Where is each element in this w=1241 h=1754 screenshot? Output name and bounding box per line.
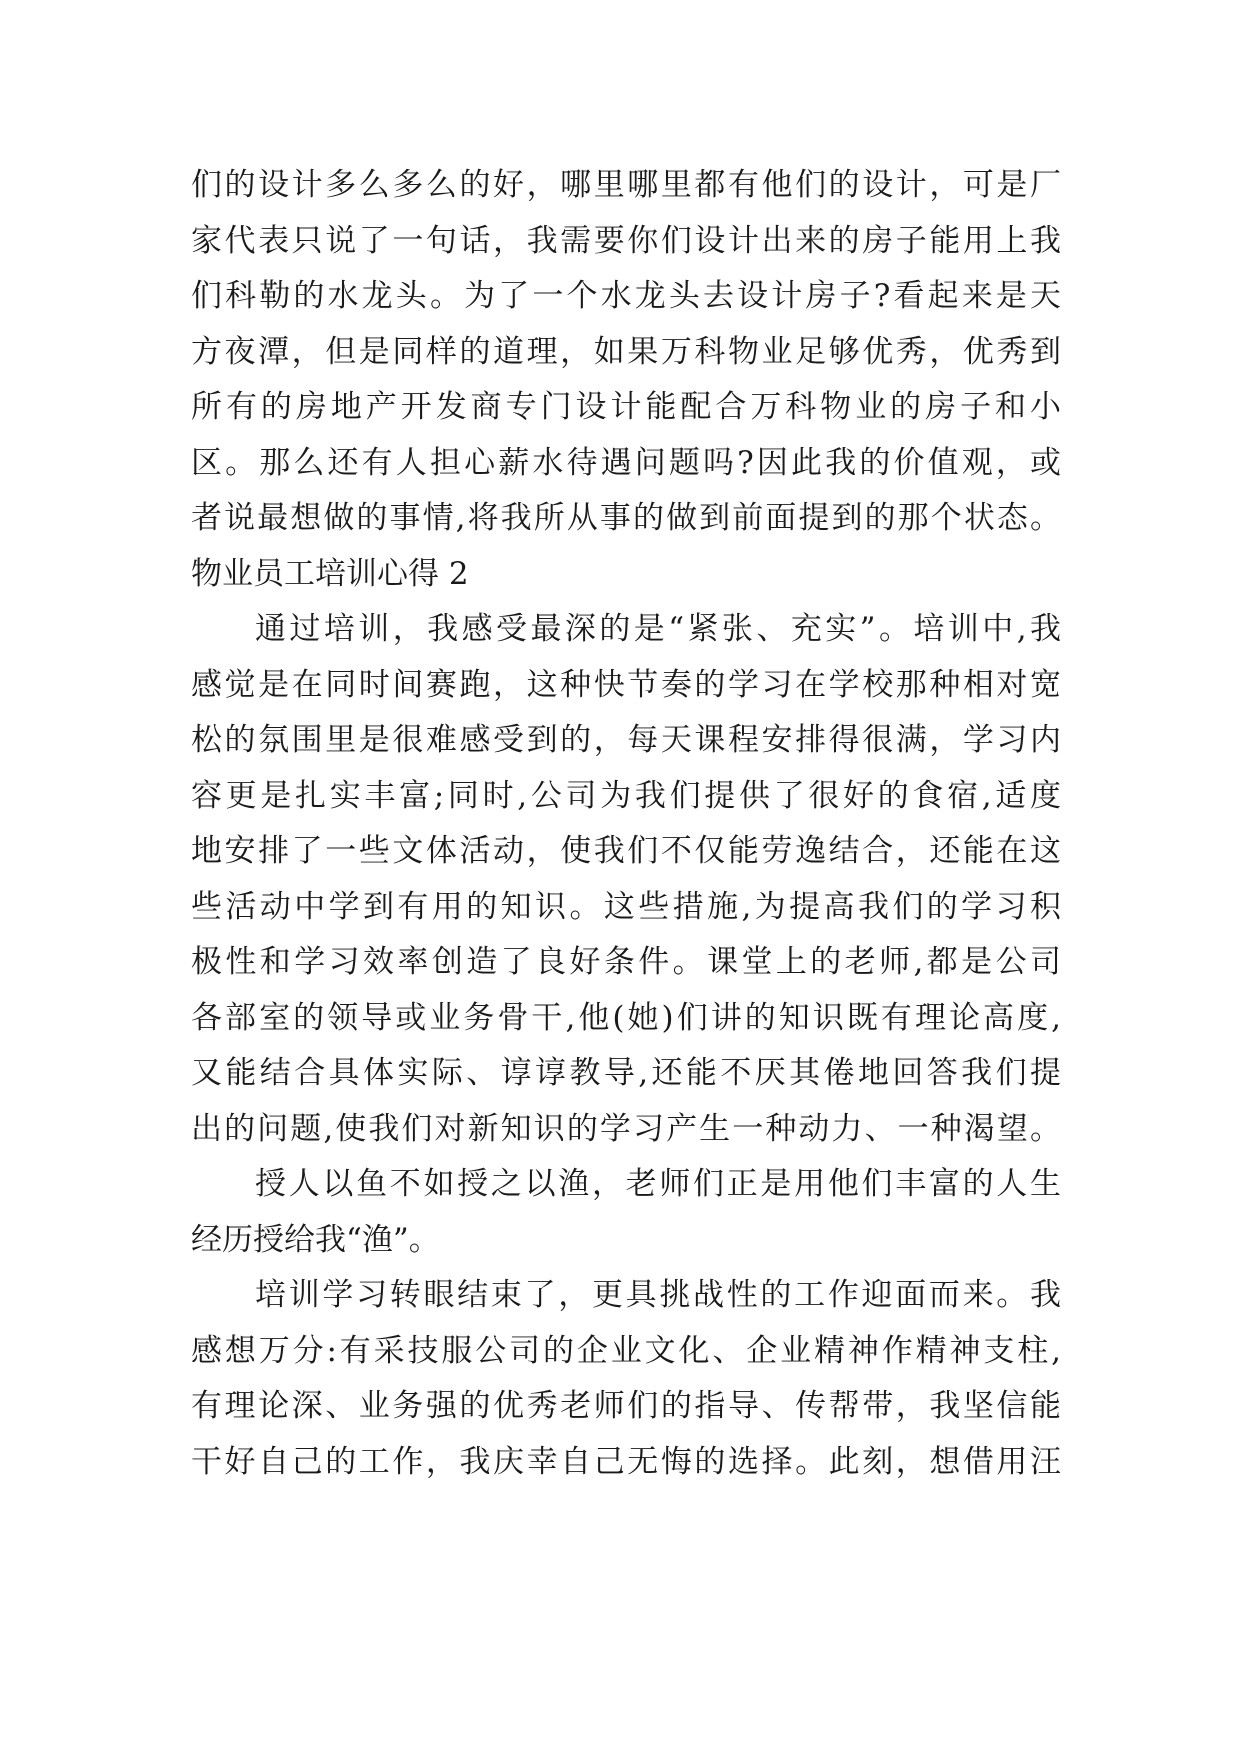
text-line: 培训学习转眼结束了，更具挑战性的工作迎面而来。我: [255, 1277, 1061, 1313]
text-line: 松的氛围里是很难感受到的，每天课程安排得很满，学习内: [191, 722, 1061, 758]
text-line: 感觉是在同时间赛跑，这种快节奏的学习在学校那种相对宽: [191, 666, 1061, 703]
text-line: 极性和学习效率创造了良好条件。课堂上的老师,都是公司: [191, 944, 1061, 980]
text-line: 容更是扎实丰富;同时,公司为我们提供了很好的食宿,适度: [191, 777, 1061, 814]
text-line: 们科勒的水龙头。为了一个水龙头去设计房子?看起来是天: [191, 278, 1061, 314]
text-line: 干好自己的工作，我庆幸自己无悔的选择。此刻，想借用汪: [191, 1443, 1061, 1480]
text-line: 些活动中学到有用的知识。这些措施,为提高我们的学习积: [191, 888, 1061, 925]
text-line: 各部室的领导或业务骨干,他(她)们讲的知识既有理论高度,: [191, 999, 1061, 1036]
section-heading: 物业员工培训心得 2: [191, 555, 469, 592]
text-line: 地安排了一些文体活动，使我们不仅能劳逸结合，还能在这: [191, 833, 1061, 869]
text-line: 家代表只说了一句话，我需要你们设计出来的房子能用上我: [191, 222, 1061, 259]
text-line: 所有的房地产开发商专门设计能配合万科物业的房子和小: [191, 389, 1061, 425]
text-line: 通过培训，我感受最深的是“紧张、充实”。培训中,我: [255, 611, 1061, 647]
text-line: 授人以鱼不如授之以渔，老师们正是用他们丰富的人生: [255, 1166, 1061, 1202]
text-line: 区。那么还有人担心薪水待遇问题吗?因此我的价值观，或: [191, 444, 1061, 481]
text-line: 经历授给我“渔”。: [191, 1221, 440, 1258]
text-line: 方夜潭，但是同样的道理，如果万科物业足够优秀，优秀到: [191, 333, 1061, 370]
text-line: 者说最想做的事情,将我所从事的做到前面提到的那个状态。: [191, 500, 1061, 536]
body-text: [191, 158, 1061, 1490]
text-line: 感想万分:有采技服公司的企业文化、企业精神作精神支柱,: [191, 1332, 1061, 1369]
text-line: 有理论深、业务强的优秀老师们的指导、传帮带，我坚信能: [191, 1388, 1061, 1424]
text-line: 们的设计多么多么的好，哪里哪里都有他们的设计，可是厂: [191, 167, 1061, 203]
text-line: 又能结合具体实际、谆谆教导,还能不厌其倦地回答我们提: [191, 1055, 1061, 1091]
text-line: 出的问题,使我们对新知识的学习产生一种动力、一种渴望。: [191, 1110, 1061, 1147]
